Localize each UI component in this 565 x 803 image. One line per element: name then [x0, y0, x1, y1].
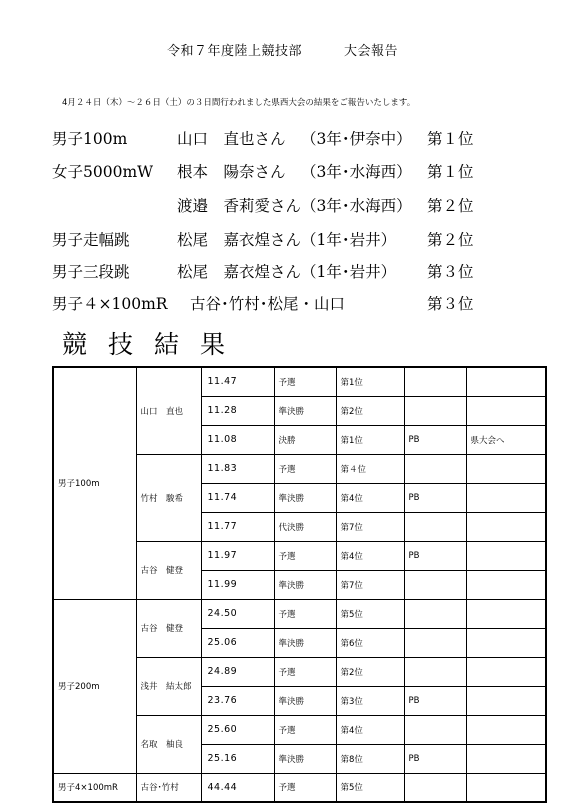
athlete-cell: 古谷 健登	[136, 599, 201, 657]
time-cell: 11.99	[201, 570, 274, 599]
highlight-place: 第１位	[427, 163, 474, 181]
pb-cell	[404, 570, 466, 599]
pb-cell: PB	[404, 744, 466, 773]
highlight-place: 第２位	[427, 197, 474, 215]
note-cell	[466, 715, 546, 744]
place-cell: 第6位	[336, 628, 404, 657]
place-cell: 第8位	[336, 744, 404, 773]
time-cell: 25.16	[201, 744, 274, 773]
highlight-place: 第３位	[427, 263, 474, 281]
pb-cell	[404, 773, 466, 802]
note-cell	[466, 686, 546, 715]
note-cell	[466, 744, 546, 773]
pb-cell	[404, 367, 466, 396]
results-heading: 競技結果	[62, 330, 247, 359]
athlete-cell: 古谷･竹村	[136, 773, 201, 802]
place-cell: 第4位	[336, 483, 404, 512]
event-cell: 男子200m	[53, 599, 136, 773]
round-cell: 準決勝	[274, 396, 336, 425]
note-cell	[466, 454, 546, 483]
highlight-place: 第２位	[427, 231, 474, 249]
table-row	[53, 599, 546, 628]
results-table	[52, 366, 547, 803]
athlete-cell: 名取 柚良	[136, 715, 201, 773]
time-cell: 11.47	[201, 367, 274, 396]
round-cell: 準決勝	[274, 628, 336, 657]
round-cell: 予選	[274, 367, 336, 396]
time-cell: 44.44	[201, 773, 274, 802]
note-cell	[466, 512, 546, 541]
highlight-place: 第３位	[427, 295, 474, 313]
pb-cell	[404, 454, 466, 483]
report-title	[0, 40, 565, 59]
highlight-place: 第１位	[427, 130, 474, 148]
note-cell	[466, 541, 546, 570]
place-cell: 第1位	[336, 367, 404, 396]
time-cell: 11.08	[201, 425, 274, 454]
time-cell: 25.06	[201, 628, 274, 657]
time-cell: 11.97	[201, 541, 274, 570]
pb-cell	[404, 715, 466, 744]
pb-cell	[404, 628, 466, 657]
highlight-event: 男子４×100mR	[52, 295, 168, 313]
note-cell	[466, 367, 546, 396]
highlight-athlete: 松尾 嘉衣煌さん	[177, 231, 302, 249]
note-cell	[466, 483, 546, 512]
place-cell: 第４位	[336, 454, 404, 483]
pb-cell: PB	[404, 541, 466, 570]
highlight-detail: （1年･岩井）	[301, 231, 397, 249]
athlete-cell: 竹村 駿希	[136, 454, 201, 541]
round-cell: 予選	[274, 599, 336, 628]
table-row	[53, 773, 546, 802]
pb-cell	[404, 396, 466, 425]
round-cell: 準決勝	[274, 570, 336, 599]
round-cell: 予選	[274, 541, 336, 570]
highlight-event: 男子三段跳	[52, 263, 130, 281]
intro-text: 4月２４日（木）～２６日（土）の３日間行われました県西大会の結果をご報告いたします。	[62, 98, 416, 108]
place-cell: 第2位	[336, 396, 404, 425]
place-cell: 第5位	[336, 773, 404, 802]
highlight-athlete: 古谷･竹村･松尾・山口	[190, 295, 346, 313]
place-cell: 第4位	[336, 541, 404, 570]
pb-cell	[404, 657, 466, 686]
note-cell	[466, 599, 546, 628]
report-title-sub: 大会報告	[344, 44, 399, 59]
round-cell: 準決勝	[274, 744, 336, 773]
place-cell: 第4位	[336, 715, 404, 744]
event-cell: 男子100m	[53, 367, 136, 599]
time-cell: 11.77	[201, 512, 274, 541]
athlete-cell: 古谷 健登	[136, 541, 201, 599]
time-cell: 11.74	[201, 483, 274, 512]
highlight-detail: （3年･水海西）	[301, 163, 412, 181]
highlight-event: 男子100m	[52, 130, 128, 148]
round-cell: 予選	[274, 454, 336, 483]
pb-cell	[404, 599, 466, 628]
note-cell	[466, 570, 546, 599]
round-cell: 予選	[274, 773, 336, 802]
highlight-athlete: 松尾 嘉衣煌さん	[177, 263, 302, 281]
pb-cell: PB	[404, 483, 466, 512]
round-cell: 準決勝	[274, 686, 336, 715]
place-cell: 第5位	[336, 599, 404, 628]
round-cell: 予選	[274, 715, 336, 744]
note-cell	[466, 773, 546, 802]
highlight-athlete: 根本 陽奈さん	[177, 163, 286, 181]
round-cell: 代決勝	[274, 512, 336, 541]
note-cell	[466, 396, 546, 425]
note-cell	[466, 657, 546, 686]
highlight-athlete: 山口 直也さん	[177, 130, 286, 148]
highlight-event: 男子走幅跳	[52, 231, 130, 249]
place-cell: 第7位	[336, 570, 404, 599]
place-cell: 第3位	[336, 686, 404, 715]
place-cell: 第7位	[336, 512, 404, 541]
round-cell: 予選	[274, 657, 336, 686]
time-cell: 23.76	[201, 686, 274, 715]
event-cell: 男子4×100mR	[53, 773, 136, 802]
time-cell: 25.60	[201, 715, 274, 744]
time-cell: 11.28	[201, 396, 274, 425]
time-cell: 24.89	[201, 657, 274, 686]
report-title-main: 令和７年度陸上競技部	[166, 44, 302, 59]
pb-cell: PB	[404, 686, 466, 715]
highlight-athlete: 渡邉 香莉愛さん	[177, 197, 302, 215]
highlight-detail: （1年･岩井）	[301, 263, 397, 281]
round-cell: 決勝	[274, 425, 336, 454]
table-row	[53, 367, 546, 396]
note-cell	[466, 628, 546, 657]
place-cell: 第1位	[336, 425, 404, 454]
athlete-cell: 山口 直也	[136, 367, 201, 454]
highlight-detail: （3年･水海西）	[301, 197, 412, 215]
pb-cell: PB	[404, 425, 466, 454]
time-cell: 24.50	[201, 599, 274, 628]
athlete-cell: 浅井 結太郎	[136, 657, 201, 715]
round-cell: 準決勝	[274, 483, 336, 512]
note-cell: 県大会へ	[466, 425, 546, 454]
highlight-detail: （3年･伊奈中）	[301, 130, 412, 148]
highlight-event: 女子5000mW	[52, 163, 154, 181]
place-cell: 第2位	[336, 657, 404, 686]
pb-cell	[404, 512, 466, 541]
time-cell: 11.83	[201, 454, 274, 483]
